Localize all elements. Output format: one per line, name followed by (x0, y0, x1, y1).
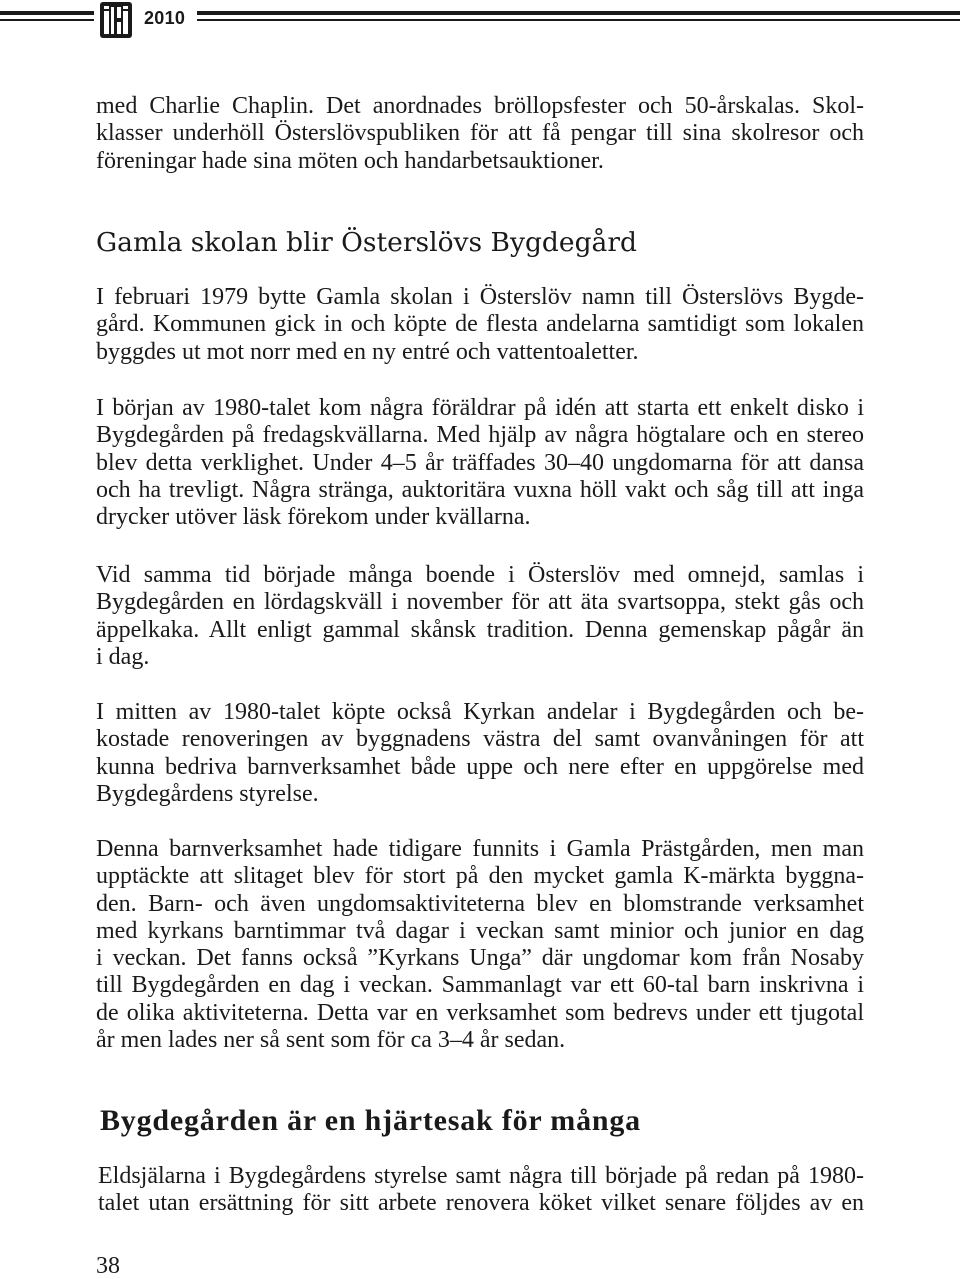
section-heading-hjartesak: Bygdegården är en hjärtesak för många (100, 1104, 641, 1137)
text-line: upptäckte att slitaget blev för stort på den mycket gamla K-märkta byggna- (96, 863, 864, 890)
text-line: till Bygdegården en dag i veckan. Sammanlagt var ett 60-tal barn inskrivna i (96, 972, 864, 999)
text-line: gård. Kommunen gick in och köpte de flesta andelarna samtidigt som lokalen (96, 311, 864, 338)
intro-paragraph (96, 93, 864, 175)
text-line: I februari 1979 bytte Gamla skolan i Österslöv namn till Österslövs Bygde- (96, 284, 864, 310)
text-line: I mitten av 1980-talet köpte också Kyrkan andelar i Bygdegården och be- (96, 699, 864, 725)
text-line: drycker utöver läsk förekom under kvällarna. (96, 504, 531, 531)
paragraph (96, 562, 864, 671)
paragraph (96, 284, 864, 366)
header-year: 2010 (144, 8, 186, 28)
text-line: Eldsjälarna i Bygdegårdens styrelse samt några till började på redan på 1980- (98, 1163, 864, 1189)
text-line: föreningar hade sina möten och handarbetsauktioner. (96, 147, 604, 174)
text-line: kunna bedriva barnverksamhet både uppe och nere efter en uppgörelse med (96, 753, 864, 780)
paragraph (96, 836, 864, 1054)
paragraph (98, 1163, 864, 1218)
header-rule-left (0, 10, 94, 22)
text-line: med Charlie Chaplin. Det anordnades bröllopsfester och 50-årskalas. Skol- (96, 93, 864, 119)
text-line: Bygdegården en lördagskväll i november för att äta svartsoppa, stekt gås och (96, 589, 864, 616)
text-line: och ha trevligt. Några stränga, auktoritära vuxna höll vakt och såg till att inga (96, 476, 864, 503)
text-line: talet utan ersättning för sitt arbete renovera köket vilket senare följdes av en (98, 1190, 864, 1217)
page-number: 38 (96, 1253, 120, 1279)
text-line: i dag. (96, 643, 150, 670)
text-line: den. Barn- och även ungdomsaktiviteterna blev en blomstrande verksamhet (96, 890, 864, 917)
text-line: de olika aktiviteterna. Detta var en verksamhet som bedrevs under ett tjugotal (96, 999, 864, 1026)
text-line: Denna barnverksamhet hade tidigare funnits i Gamla Prästgården, men man (96, 836, 864, 862)
text-line: kostade renoveringen av byggnadens västra del samt ovanvåningen för att (96, 726, 864, 753)
text-line: byggdes ut mot norr med en ny entré och vattentoaletter. (96, 338, 639, 365)
paragraph (96, 699, 864, 808)
text-line: äppelkaka. Allt enligt gammal skånsk tradition. Denna gemenskap pågår än (96, 616, 864, 643)
paragraph (96, 395, 864, 531)
text-line: blev detta verklighet. Under 4–5 år träffades 30–40 ungdomarna för att dansa (96, 449, 864, 476)
text-line: Bygdegårdens styrelse. (96, 780, 319, 807)
header-rule-right (197, 10, 960, 22)
text-line: Vid samma tid började många boende i Österslöv med omnejd, samlas i (96, 562, 864, 588)
text-line: med kyrkans barntimmar två dagar i veckan samt minior och junior en dag (96, 917, 864, 944)
text-line: klasser underhöll Österslövspubliken för att få pengar till sina skolresor och (96, 120, 864, 147)
text-line: I början av 1980-talet kom några föräldrar på idén att starta ett enkelt disko i (96, 395, 864, 421)
text-line: år men lades ner så sent som för ca 3–4 år sedan. (96, 1027, 566, 1054)
logo-icon (100, 2, 132, 38)
text-line: Bygdegården på fredagskvällarna. Med hjälp av några högtalare och en stereo (96, 422, 864, 449)
section-heading-gamla-skolan: Gamla skolan blir Österslövs Bygdegård (96, 227, 637, 258)
text-line: i veckan. Det fanns också ”Kyrkans Unga” där ungdomar kom från Nosaby (96, 945, 864, 972)
